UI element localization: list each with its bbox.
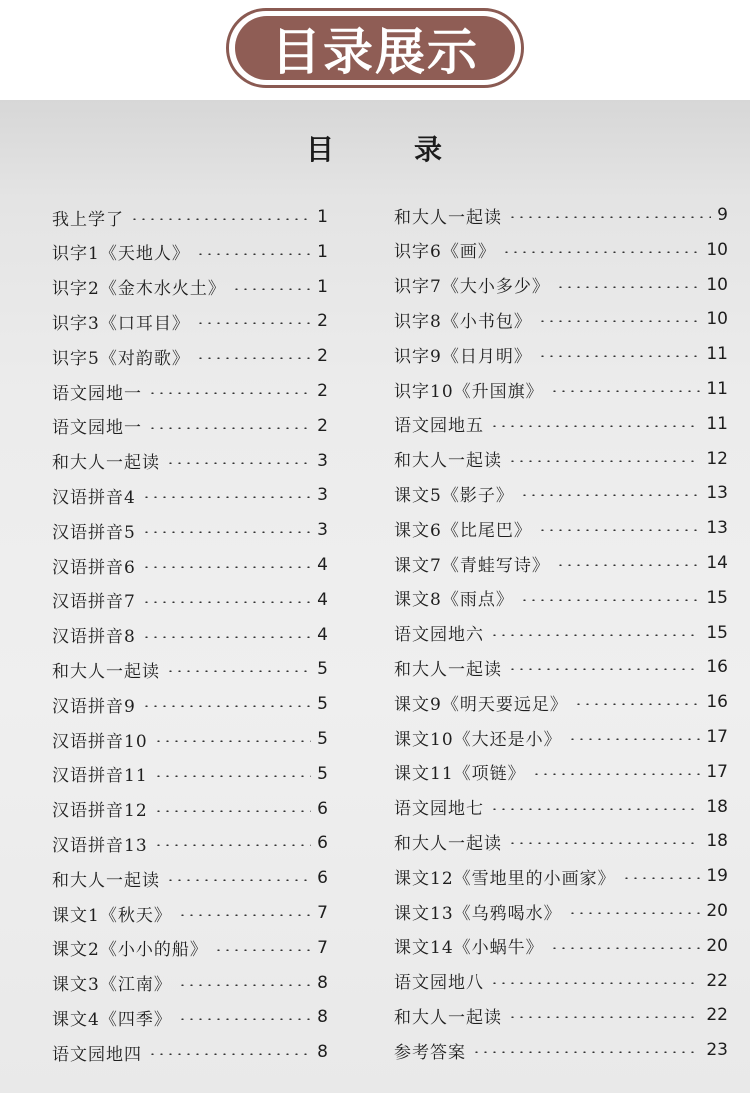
toc-entry xyxy=(394,478,728,508)
toc-leader-dots xyxy=(502,251,701,253)
toc-entry-page-number: 18 xyxy=(706,831,728,852)
toc-entry-page-number: 7 xyxy=(317,937,328,958)
toc-entry xyxy=(394,652,728,682)
toc-entry-label: 我上学了 xyxy=(52,209,124,230)
toc-entry xyxy=(52,933,328,963)
toc-entry xyxy=(52,341,328,371)
toc-entry xyxy=(394,270,728,300)
toc-entry-label: 和大人一起读 xyxy=(394,1007,502,1028)
toc-entry xyxy=(394,792,728,822)
toc-entry xyxy=(52,724,328,754)
toc-entry-page-number: 6 xyxy=(317,868,328,889)
toc-leader-dots xyxy=(556,564,701,566)
toc-entry-page-number: 5 xyxy=(317,659,328,680)
toc-entry-page-number: 20 xyxy=(706,935,728,956)
toc-entry-label: 汉语拼音13 xyxy=(52,835,148,856)
toc-entry-label: 汉语拼音6 xyxy=(52,557,136,578)
toc-entry xyxy=(52,446,328,476)
toc-entry-page-number: 16 xyxy=(706,692,728,713)
toc-entry xyxy=(394,339,728,369)
toc-entry-label: 识字10《升国旗》 xyxy=(394,381,544,402)
toc-entry-label: 和大人一起读 xyxy=(52,870,160,891)
toc-entry-label: 课文5《影子》 xyxy=(394,485,514,506)
toc-leader-dots xyxy=(178,1018,311,1020)
toc-entry xyxy=(394,235,728,265)
toc-entry xyxy=(394,583,728,613)
toc-entry xyxy=(394,966,728,996)
toc-leader-dots xyxy=(148,427,311,429)
toc-entry-page-number: 8 xyxy=(317,972,328,993)
toc-entry xyxy=(52,480,328,510)
toc-leader-dots xyxy=(622,877,701,879)
toc-entry-label: 语文园地一 xyxy=(52,383,142,404)
toc-entry-label: 课文9《明天要远足》 xyxy=(394,694,568,715)
toc-entry-label: 语文园地一 xyxy=(52,418,142,439)
toc-entry-page-number: 7 xyxy=(317,903,328,923)
toc-entry-page-number: 11 xyxy=(706,344,728,365)
toc-entry-page-number: 10 xyxy=(706,309,728,330)
toc-entry-label: 课文13《乌鸦喝水》 xyxy=(394,903,562,924)
toc-entry-label: 识字7《大小多少》 xyxy=(394,277,550,298)
toc-page xyxy=(0,100,750,1093)
toc-entry-page-number: 4 xyxy=(317,555,328,575)
toc-leader-dots xyxy=(538,320,701,322)
toc-entry-page-number: 4 xyxy=(317,589,328,610)
toc-entry-label: 课文1《秋天》 xyxy=(52,905,172,926)
toc-entry-page-number: 10 xyxy=(706,274,728,295)
toc-leader-dots xyxy=(472,1051,700,1053)
toc-leader-dots xyxy=(142,496,311,498)
toc-entry xyxy=(394,513,728,543)
toc-entry-label: 汉语拼音8 xyxy=(52,627,136,648)
toc-leader-dots xyxy=(550,947,701,949)
banner-pill-fill xyxy=(235,16,515,80)
toc-entry xyxy=(394,861,728,891)
toc-leader-dots xyxy=(232,288,311,290)
toc-leader-dots xyxy=(142,705,311,707)
toc-entry-page-number: 20 xyxy=(706,901,728,921)
toc-leader-dots xyxy=(196,253,311,255)
toc-entry-page-number: 22 xyxy=(706,1005,728,1026)
toc-entry-page-number: 15 xyxy=(706,622,728,643)
toc-entry-page-number: 8 xyxy=(317,1042,328,1063)
toc-entry xyxy=(52,689,328,719)
toc-leader-dots xyxy=(166,879,311,881)
toc-entry-page-number: 19 xyxy=(706,866,728,887)
toc-leader-dots xyxy=(166,670,311,672)
toc-entry xyxy=(394,548,728,578)
toc-entry xyxy=(52,585,328,615)
toc-entry-page-number: 1 xyxy=(317,276,328,297)
toc-leader-dots xyxy=(142,601,311,603)
toc-entry-page-number: 16 xyxy=(706,657,728,678)
toc-entry xyxy=(52,411,328,441)
toc-entry-label: 识字2《金木水火土》 xyxy=(52,279,226,300)
toc-entry-page-number: 18 xyxy=(706,796,728,817)
page-title-left: 目 xyxy=(306,133,335,166)
toc-leader-dots xyxy=(196,322,311,324)
toc-leader-dots xyxy=(520,599,701,601)
toc-leader-dots xyxy=(142,531,311,533)
toc-entry-label: 汉语拼音12 xyxy=(52,801,148,822)
toc-entry-label: 汉语拼音7 xyxy=(52,592,136,613)
toc-entry-page-number: 15 xyxy=(706,587,728,608)
toc-leader-dots xyxy=(490,808,700,810)
toc-entry-label: 课文11《项链》 xyxy=(394,764,526,785)
toc-entry-page-number: 2 xyxy=(317,311,328,332)
toc-entry-page-number: 3 xyxy=(317,450,328,471)
toc-entry xyxy=(52,515,328,545)
toc-entry xyxy=(52,237,328,267)
toc-leader-dots xyxy=(508,1016,700,1018)
toc-entry-page-number: 5 xyxy=(317,694,328,715)
toc-leader-dots xyxy=(490,425,700,427)
toc-entry-label: 和大人一起读 xyxy=(394,833,502,854)
toc-entry-page-number: 2 xyxy=(317,415,328,436)
toc-entry-label: 课文8《雨点》 xyxy=(394,590,514,611)
toc-leader-dots xyxy=(568,738,701,740)
toc-entry-page-number: 5 xyxy=(317,729,328,749)
toc-entry-page-number: 2 xyxy=(317,381,328,401)
toc-entry-label: 识字3《口耳目》 xyxy=(52,313,190,334)
toc-entry xyxy=(394,687,728,717)
toc-entry-page-number: 13 xyxy=(706,483,728,504)
toc-entry xyxy=(394,722,728,752)
toc-entry xyxy=(52,759,328,789)
toc-leader-dots xyxy=(556,286,701,288)
toc-entry-label: 和大人一起读 xyxy=(52,453,160,474)
toc-entry-page-number: 6 xyxy=(317,798,328,819)
banner xyxy=(0,0,750,100)
toc-leader-dots xyxy=(490,982,700,984)
toc-entry xyxy=(394,1035,728,1065)
toc-entry xyxy=(52,794,328,824)
toc-entry xyxy=(394,304,728,334)
toc-leader-dots xyxy=(214,949,311,951)
toc-entry-label: 和大人一起读 xyxy=(394,207,502,228)
toc-entry xyxy=(52,376,328,406)
page-title xyxy=(0,128,750,168)
toc-entry-label: 语文园地七 xyxy=(394,799,484,820)
toc-leader-dots xyxy=(196,357,311,359)
toc-leader-dots xyxy=(142,636,311,638)
toc-leader-dots xyxy=(166,462,311,464)
toc-leader-dots xyxy=(550,390,701,392)
toc-entry-page-number: 1 xyxy=(317,241,328,262)
toc-entry xyxy=(394,931,728,961)
toc-entry xyxy=(394,409,728,439)
toc-entry-label: 和大人一起读 xyxy=(394,659,502,680)
toc-entry-label: 汉语拼音10 xyxy=(52,731,148,752)
toc-entry-page-number: 1 xyxy=(317,207,328,227)
toc-entry-page-number: 22 xyxy=(706,970,728,991)
toc-entry xyxy=(52,1002,328,1032)
toc-leader-dots xyxy=(568,912,701,914)
toc-entry-label: 识字9《日月明》 xyxy=(394,346,532,367)
toc-entry xyxy=(52,1037,328,1067)
toc-entry xyxy=(52,863,328,893)
toc-entry-page-number: 3 xyxy=(317,520,328,541)
toc-entry-label: 语文园地四 xyxy=(52,1044,142,1065)
toc-entry-label: 识字6《画》 xyxy=(394,242,496,263)
toc-entry-page-number: 6 xyxy=(317,833,328,854)
toc-leader-dots xyxy=(130,218,311,220)
toc-entry xyxy=(52,306,328,336)
toc-entry-label: 识字8《小书包》 xyxy=(394,311,532,332)
toc-leader-dots xyxy=(508,668,700,670)
toc-entry-label: 汉语拼音5 xyxy=(52,522,136,543)
toc-entry-label: 语文园地五 xyxy=(394,416,484,437)
toc-entry-label: 语文园地六 xyxy=(394,625,484,646)
toc-leader-dots xyxy=(178,914,311,916)
toc-entry-page-number: 5 xyxy=(317,763,328,784)
toc-entry-page-number: 11 xyxy=(706,413,728,434)
toc-entry-page-number: 4 xyxy=(317,624,328,645)
toc-entry-label: 课文14《小蜗牛》 xyxy=(394,938,544,959)
toc-entry xyxy=(52,654,328,684)
toc-entry-label: 汉语拼音4 xyxy=(52,487,136,508)
toc-leader-dots xyxy=(508,460,700,462)
toc-entry-page-number: 14 xyxy=(706,553,728,573)
toc-entry xyxy=(52,272,328,302)
toc-entry-label: 和大人一起读 xyxy=(394,451,502,472)
toc-leader-dots xyxy=(520,494,701,496)
toc-leader-dots xyxy=(532,773,701,775)
toc-entry xyxy=(394,826,728,856)
toc-leader-dots xyxy=(154,740,312,742)
toc-entry xyxy=(394,1000,728,1030)
toc-entry-label: 课文10《大还是小》 xyxy=(394,729,562,750)
toc-entry-label: 参考答案 xyxy=(394,1042,466,1063)
toc-leader-dots xyxy=(142,566,311,568)
toc-entry-label: 课文12《雪地里的小画家》 xyxy=(394,868,616,889)
toc-entry-page-number: 23 xyxy=(706,1040,728,1061)
toc-entry xyxy=(52,828,328,858)
toc-entry xyxy=(394,896,728,926)
toc-leader-dots xyxy=(148,392,311,394)
toc-entry xyxy=(52,968,328,998)
toc-entry-page-number: 9 xyxy=(717,205,728,225)
banner-pill xyxy=(226,8,524,88)
toc-entry xyxy=(394,374,728,404)
toc-entry-page-number: 3 xyxy=(317,485,328,506)
toc-entry-label: 课文7《青蛙写诗》 xyxy=(394,555,550,576)
toc-entry-page-number: 11 xyxy=(706,379,728,399)
toc-entry-page-number: 8 xyxy=(317,1007,328,1028)
toc-entry-label: 课文4《四季》 xyxy=(52,1009,172,1030)
toc-entry-page-number: 10 xyxy=(706,239,728,260)
toc-entry xyxy=(52,620,328,650)
toc-entry-label: 识字5《对韵歌》 xyxy=(52,348,190,369)
toc-entry-label: 课文3《江南》 xyxy=(52,975,172,996)
toc-leader-dots xyxy=(154,775,312,777)
toc-leader-dots xyxy=(154,844,312,846)
toc-leader-dots xyxy=(508,216,711,218)
toc-entry-page-number: 17 xyxy=(706,727,728,747)
toc-leader-dots xyxy=(490,634,700,636)
toc-entry-label: 识字1《天地人》 xyxy=(52,244,190,265)
toc-entry-page-number: 2 xyxy=(317,346,328,367)
toc-leader-dots xyxy=(154,810,312,812)
toc-entry xyxy=(394,200,728,230)
toc-entry xyxy=(52,898,328,928)
toc-entry xyxy=(52,550,328,580)
toc-entry xyxy=(52,202,328,232)
toc-entry xyxy=(394,757,728,787)
toc-entry-label: 课文2《小小的船》 xyxy=(52,940,208,961)
toc-entry-page-number: 13 xyxy=(706,518,728,539)
toc-entry-page-number: 17 xyxy=(706,761,728,782)
toc-leader-dots xyxy=(148,1053,311,1055)
toc-leader-dots xyxy=(538,529,701,531)
toc-leader-dots xyxy=(538,355,701,357)
toc-entry-label: 汉语拼音9 xyxy=(52,696,136,717)
toc-entry-label: 和大人一起读 xyxy=(52,661,160,682)
banner-title: 目录展示 xyxy=(271,23,479,81)
toc-entry xyxy=(394,618,728,648)
toc-entry-label: 汉语拼音11 xyxy=(52,766,148,787)
toc-leader-dots xyxy=(574,703,701,705)
page-title-right: 录 xyxy=(414,133,443,166)
toc-entry xyxy=(394,444,728,474)
toc-leader-dots xyxy=(508,842,700,844)
toc-entry-page-number: 12 xyxy=(706,448,728,469)
toc-entry-label: 语文园地八 xyxy=(394,973,484,994)
toc-leader-dots xyxy=(178,984,311,986)
toc-entry-label: 课文6《比尾巴》 xyxy=(394,520,532,541)
